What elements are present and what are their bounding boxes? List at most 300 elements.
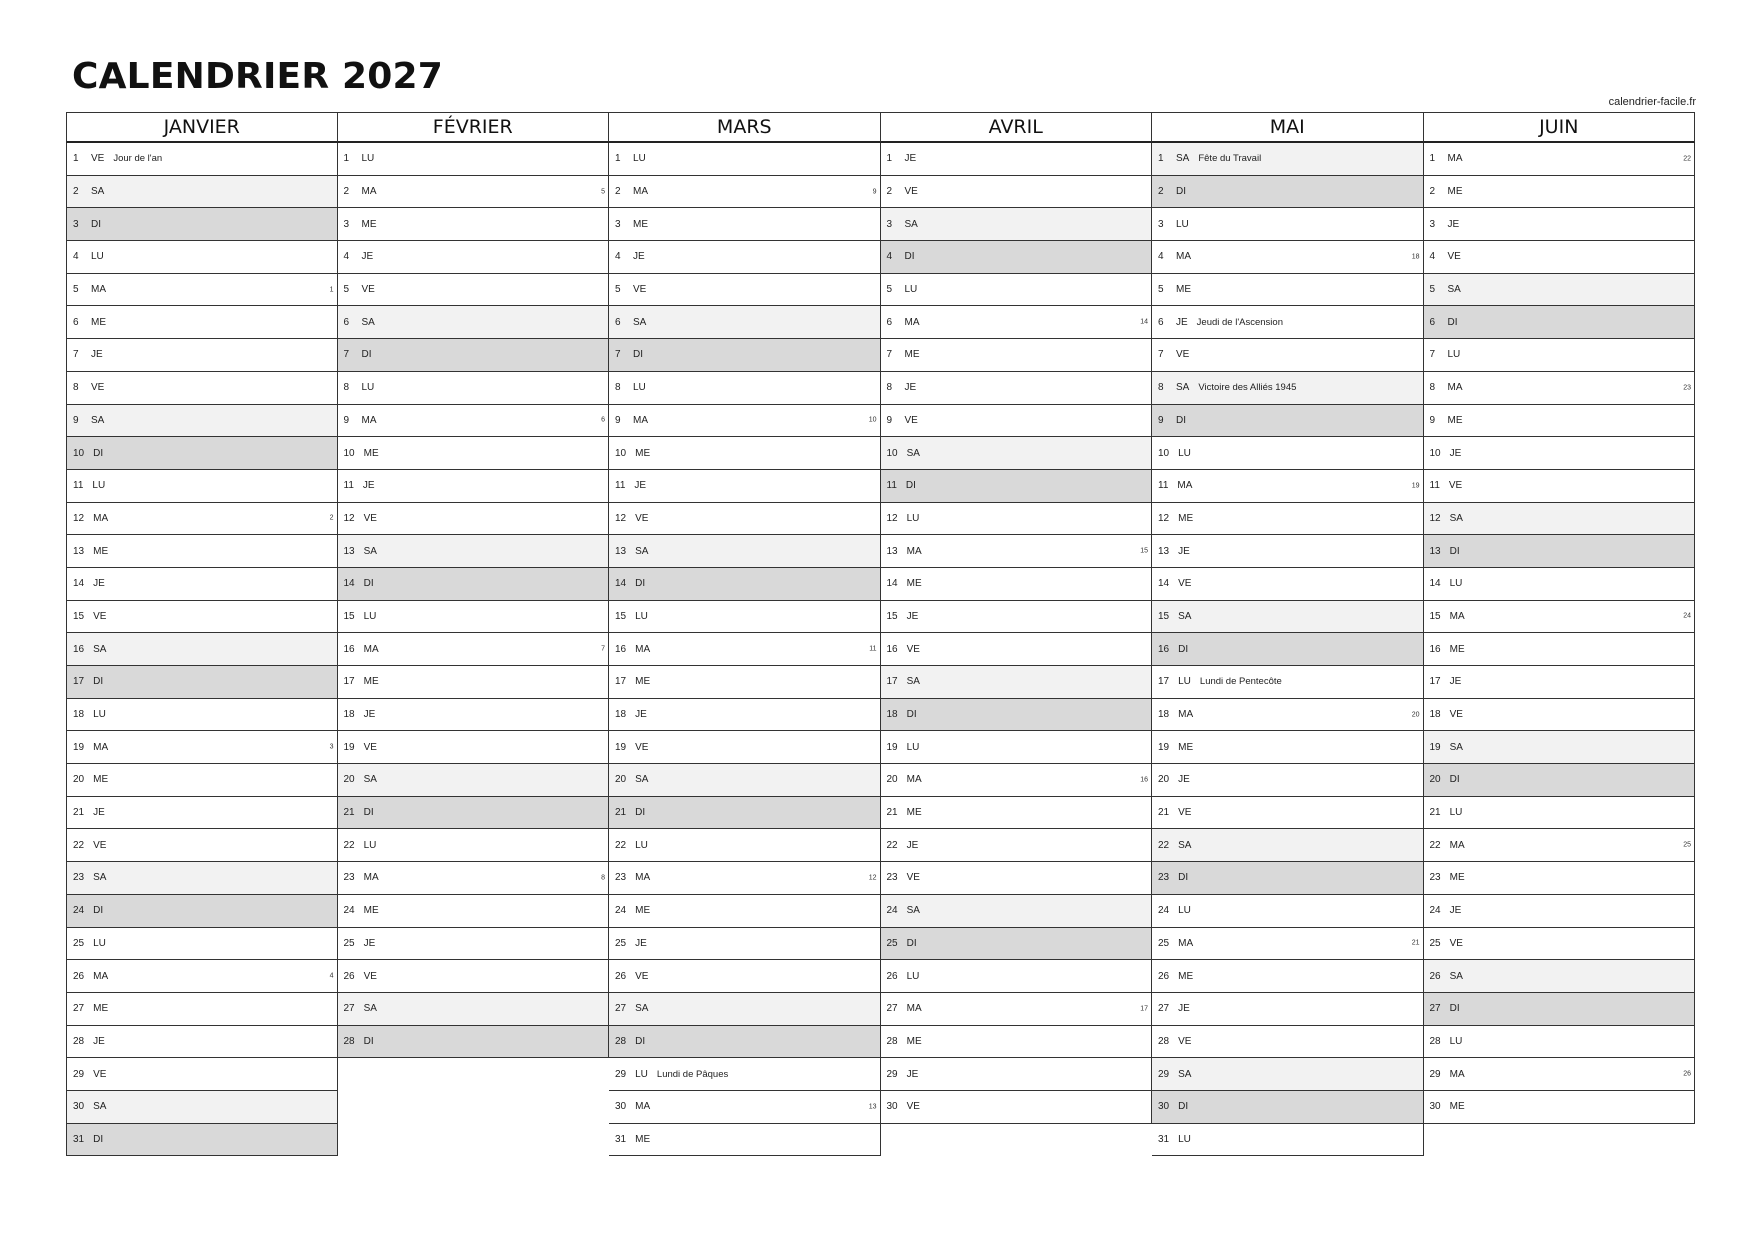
day-row[interactable] bbox=[66, 503, 338, 536]
day-row[interactable] bbox=[609, 437, 881, 470]
day-number: 31 bbox=[1158, 1133, 1170, 1145]
day-row[interactable] bbox=[1424, 1091, 1696, 1124]
day-number: 16 bbox=[73, 643, 85, 655]
month-header: AVRIL bbox=[881, 112, 1153, 143]
day-row[interactable] bbox=[1152, 372, 1424, 405]
day-row[interactable] bbox=[1152, 1124, 1424, 1157]
day-row[interactable] bbox=[1424, 1058, 1696, 1091]
day-row[interactable] bbox=[338, 960, 610, 993]
day-row[interactable] bbox=[609, 764, 881, 797]
day-row[interactable] bbox=[881, 274, 1153, 307]
day-row[interactable] bbox=[338, 405, 610, 438]
day-number: 26 bbox=[73, 970, 85, 982]
day-row[interactable] bbox=[1424, 601, 1696, 634]
weekday-abbr: MA bbox=[1447, 382, 1463, 394]
day-row[interactable] bbox=[338, 797, 610, 830]
day-row[interactable] bbox=[881, 339, 1153, 372]
day-row[interactable] bbox=[338, 372, 610, 405]
weekday-abbr: DI bbox=[363, 1035, 374, 1047]
day-row[interactable] bbox=[338, 895, 610, 928]
weekday-abbr: SA bbox=[1176, 382, 1190, 394]
day-row[interactable] bbox=[66, 1091, 338, 1124]
day-row[interactable] bbox=[881, 633, 1153, 666]
day-row[interactable] bbox=[1424, 1026, 1696, 1059]
day-number: 4 bbox=[73, 251, 79, 263]
day-row[interactable] bbox=[338, 731, 610, 764]
day-row[interactable] bbox=[1424, 666, 1696, 699]
day-row[interactable] bbox=[1152, 633, 1424, 666]
day-number: 18 bbox=[1429, 709, 1441, 721]
day-number: 28 bbox=[1158, 1035, 1170, 1047]
day-row[interactable] bbox=[66, 176, 338, 209]
day-number: 9 bbox=[886, 414, 893, 426]
day-row[interactable] bbox=[1152, 568, 1424, 601]
day-number: 14 bbox=[1429, 578, 1441, 590]
day-row[interactable] bbox=[1152, 405, 1424, 438]
weekday-abbr: ME bbox=[635, 676, 651, 688]
day-number: 21 bbox=[886, 807, 898, 819]
day-row[interactable] bbox=[1152, 437, 1424, 470]
day-number: 22 bbox=[1429, 839, 1441, 851]
day-row[interactable] bbox=[1152, 895, 1424, 928]
day-row[interactable] bbox=[1424, 535, 1696, 568]
day-number: 8 bbox=[1158, 382, 1164, 394]
day-row[interactable] bbox=[881, 1058, 1153, 1091]
day-row[interactable] bbox=[1152, 470, 1424, 503]
day-number: 28 bbox=[886, 1035, 898, 1047]
weekday-abbr: LU bbox=[906, 970, 920, 982]
day-row[interactable] bbox=[1152, 797, 1424, 830]
weekday-abbr: VE bbox=[904, 414, 918, 426]
day-row[interactable] bbox=[1152, 339, 1424, 372]
day-number: 11 bbox=[615, 480, 626, 492]
weekday-abbr: MA bbox=[91, 284, 106, 296]
month-column bbox=[609, 112, 881, 1156]
weekday-abbr: MA bbox=[93, 741, 109, 753]
weekday-abbr: SA bbox=[363, 1003, 377, 1015]
day-row[interactable] bbox=[1152, 764, 1424, 797]
day-number: 21 bbox=[343, 807, 355, 819]
day-row[interactable] bbox=[881, 764, 1153, 797]
weekday-abbr: MA bbox=[1449, 839, 1465, 851]
day-row[interactable] bbox=[1424, 829, 1696, 862]
week-number: 4 bbox=[329, 972, 334, 980]
day-number: 24 bbox=[343, 905, 355, 917]
weekday-abbr: JE bbox=[93, 578, 105, 590]
week-number: 23 bbox=[1683, 384, 1691, 392]
day-row[interactable] bbox=[338, 601, 610, 634]
weekday-abbr: DI bbox=[1449, 774, 1460, 786]
day-number: 27 bbox=[1158, 1003, 1170, 1015]
day-row[interactable] bbox=[1424, 241, 1696, 274]
weekday-abbr: JE bbox=[1178, 774, 1190, 786]
day-row[interactable] bbox=[66, 306, 338, 339]
day-number: 6 bbox=[886, 316, 893, 328]
day-number: 23 bbox=[1158, 872, 1170, 884]
day-row[interactable] bbox=[1424, 339, 1696, 372]
day-number: 11 bbox=[1158, 480, 1169, 492]
day-row[interactable] bbox=[609, 666, 881, 699]
day-number: 8 bbox=[886, 382, 893, 394]
weekday-abbr: LU bbox=[1449, 807, 1463, 819]
weekday-abbr: SA bbox=[1449, 970, 1463, 982]
day-row[interactable] bbox=[609, 797, 881, 830]
day-row[interactable] bbox=[66, 1058, 338, 1091]
weekday-abbr: MA bbox=[93, 512, 109, 524]
day-row[interactable] bbox=[1424, 306, 1696, 339]
day-row[interactable] bbox=[338, 764, 610, 797]
day-row[interactable] bbox=[338, 274, 610, 307]
day-row[interactable] bbox=[338, 339, 610, 372]
day-number: 4 bbox=[1158, 251, 1164, 263]
day-row[interactable] bbox=[66, 1124, 338, 1157]
day-row[interactable] bbox=[881, 568, 1153, 601]
day-row[interactable] bbox=[881, 306, 1153, 339]
day-number: 6 bbox=[615, 316, 621, 328]
day-row[interactable] bbox=[66, 437, 338, 470]
day-row[interactable] bbox=[609, 535, 881, 568]
day-row[interactable] bbox=[338, 862, 610, 895]
day-row[interactable] bbox=[881, 993, 1153, 1026]
weekday-abbr: ME bbox=[635, 447, 651, 459]
day-row[interactable] bbox=[609, 208, 881, 241]
day-row[interactable] bbox=[66, 633, 338, 666]
weekday-abbr: VE bbox=[906, 643, 920, 655]
day-row[interactable] bbox=[609, 601, 881, 634]
day-number: 12 bbox=[886, 512, 898, 524]
day-row[interactable] bbox=[1152, 1091, 1424, 1124]
day-row[interactable] bbox=[1424, 960, 1696, 993]
day-row[interactable] bbox=[609, 274, 881, 307]
day-row[interactable] bbox=[881, 1026, 1153, 1059]
day-row[interactable] bbox=[1424, 405, 1696, 438]
week-number: 22 bbox=[1683, 155, 1691, 163]
day-row[interactable] bbox=[609, 1124, 881, 1157]
day-row[interactable] bbox=[1152, 731, 1424, 764]
weekday-abbr: JE bbox=[904, 382, 917, 394]
day-row[interactable] bbox=[338, 470, 610, 503]
day-number: 18 bbox=[343, 709, 355, 721]
day-row[interactable] bbox=[881, 208, 1153, 241]
weekday-abbr: SA bbox=[635, 774, 649, 786]
weekday-abbr: VE bbox=[906, 1101, 920, 1113]
day-number: 25 bbox=[1429, 937, 1441, 949]
day-row[interactable] bbox=[338, 633, 610, 666]
day-row[interactable] bbox=[609, 895, 881, 928]
day-number: 26 bbox=[615, 970, 627, 982]
day-row[interactable] bbox=[1424, 731, 1696, 764]
day-row[interactable] bbox=[609, 731, 881, 764]
day-row[interactable] bbox=[881, 176, 1153, 209]
holiday-label: Jeudi de l'Ascension bbox=[1196, 316, 1283, 328]
weekday-abbr: SA bbox=[1447, 284, 1461, 296]
day-number: 9 bbox=[73, 414, 79, 426]
day-row[interactable] bbox=[1152, 1058, 1424, 1091]
weekday-abbr: DI bbox=[906, 937, 917, 949]
day-row[interactable] bbox=[66, 470, 338, 503]
day-row[interactable] bbox=[338, 176, 610, 209]
day-row[interactable] bbox=[1152, 241, 1424, 274]
day-row[interactable] bbox=[1424, 699, 1696, 732]
weekday-abbr: SA bbox=[1449, 741, 1463, 753]
day-row[interactable] bbox=[338, 829, 610, 862]
day-number: 4 bbox=[343, 251, 350, 263]
day-number: 18 bbox=[886, 709, 898, 721]
weekday-abbr: ME bbox=[1447, 186, 1463, 198]
day-row[interactable] bbox=[881, 241, 1153, 274]
week-number: 16 bbox=[1140, 776, 1148, 784]
day-number: 5 bbox=[73, 284, 79, 296]
day-row[interactable] bbox=[338, 1026, 610, 1059]
day-row[interactable] bbox=[1152, 306, 1424, 339]
day-row[interactable] bbox=[338, 535, 610, 568]
day-number: 2 bbox=[615, 186, 621, 198]
day-row[interactable] bbox=[1152, 503, 1424, 536]
weekday-abbr: VE bbox=[363, 741, 377, 753]
weekday-abbr: DI bbox=[363, 807, 374, 819]
day-row[interactable] bbox=[881, 699, 1153, 732]
weekday-abbr: LU bbox=[1176, 218, 1189, 230]
day-row[interactable] bbox=[881, 503, 1153, 536]
day-row[interactable] bbox=[609, 470, 881, 503]
day-row[interactable] bbox=[1424, 568, 1696, 601]
day-number: 28 bbox=[615, 1035, 627, 1047]
day-row[interactable] bbox=[609, 339, 881, 372]
day-row[interactable] bbox=[1424, 208, 1696, 241]
day-row[interactable] bbox=[1152, 666, 1424, 699]
site-credit: calendrier-facile.fr bbox=[1608, 96, 1696, 108]
day-row[interactable] bbox=[1424, 633, 1696, 666]
day-row[interactable] bbox=[609, 568, 881, 601]
day-row[interactable] bbox=[66, 274, 338, 307]
day-row[interactable] bbox=[1424, 503, 1696, 536]
day-row[interactable] bbox=[1152, 274, 1424, 307]
day-row[interactable] bbox=[1424, 928, 1696, 961]
day-row[interactable] bbox=[1424, 764, 1696, 797]
day-row[interactable] bbox=[1152, 960, 1424, 993]
day-row[interactable] bbox=[881, 862, 1153, 895]
day-row[interactable] bbox=[881, 470, 1153, 503]
day-row[interactable] bbox=[66, 535, 338, 568]
day-row[interactable] bbox=[66, 764, 338, 797]
day-row[interactable] bbox=[1152, 928, 1424, 961]
day-row[interactable] bbox=[66, 993, 338, 1026]
day-number: 27 bbox=[1429, 1003, 1441, 1015]
day-row[interactable] bbox=[881, 372, 1153, 405]
weekday-abbr: SA bbox=[635, 1003, 649, 1015]
day-row[interactable] bbox=[1424, 176, 1696, 209]
day-row[interactable] bbox=[66, 405, 338, 438]
day-row[interactable] bbox=[609, 928, 881, 961]
weekday-abbr: MA bbox=[1177, 480, 1193, 492]
day-row[interactable] bbox=[609, 503, 881, 536]
day-row[interactable] bbox=[338, 928, 610, 961]
weekday-abbr: ME bbox=[635, 1133, 651, 1145]
weekday-abbr: DI bbox=[1176, 414, 1186, 426]
day-row[interactable] bbox=[66, 829, 338, 862]
day-row[interactable] bbox=[609, 829, 881, 862]
day-row[interactable] bbox=[338, 993, 610, 1026]
day-row[interactable] bbox=[338, 699, 610, 732]
day-row[interactable] bbox=[1152, 208, 1424, 241]
day-row[interactable] bbox=[338, 241, 610, 274]
day-row[interactable] bbox=[338, 143, 610, 176]
day-row[interactable] bbox=[609, 241, 881, 274]
day-row[interactable] bbox=[66, 699, 338, 732]
day-row[interactable] bbox=[609, 372, 881, 405]
weekday-abbr: LU bbox=[633, 382, 646, 394]
day-number: 10 bbox=[615, 447, 627, 459]
day-row[interactable] bbox=[1424, 437, 1696, 470]
day-row[interactable] bbox=[609, 1026, 881, 1059]
day-number: 2 bbox=[1158, 186, 1164, 198]
weekday-abbr: JE bbox=[1178, 545, 1190, 557]
weekday-abbr: LU bbox=[1178, 1133, 1191, 1145]
day-number: 2 bbox=[886, 186, 893, 198]
day-row[interactable] bbox=[881, 437, 1153, 470]
day-number: 25 bbox=[73, 937, 85, 949]
day-number: 19 bbox=[73, 741, 85, 753]
day-number: 14 bbox=[1158, 578, 1170, 590]
week-number: 19 bbox=[1411, 482, 1420, 490]
day-row[interactable] bbox=[881, 535, 1153, 568]
day-number: 13 bbox=[886, 545, 898, 557]
day-row[interactable] bbox=[66, 1026, 338, 1059]
day-row[interactable] bbox=[338, 437, 610, 470]
day-row[interactable] bbox=[1152, 176, 1424, 209]
day-row[interactable] bbox=[1424, 797, 1696, 830]
day-row[interactable] bbox=[881, 405, 1153, 438]
day-row[interactable] bbox=[1152, 535, 1424, 568]
day-row[interactable] bbox=[1152, 601, 1424, 634]
weekday-abbr: MA bbox=[635, 1101, 651, 1113]
day-row[interactable] bbox=[881, 601, 1153, 634]
day-number: 16 bbox=[886, 643, 898, 655]
day-row[interactable] bbox=[66, 862, 338, 895]
day-row[interactable] bbox=[338, 306, 610, 339]
day-number: 1 bbox=[1429, 153, 1436, 165]
weekday-abbr: LU bbox=[93, 709, 106, 721]
day-row[interactable] bbox=[881, 666, 1153, 699]
weekday-abbr: DI bbox=[1447, 316, 1458, 328]
weekday-abbr: DI bbox=[1178, 643, 1189, 655]
day-row[interactable] bbox=[66, 339, 338, 372]
day-row[interactable] bbox=[609, 1091, 881, 1124]
weekday-abbr: LU bbox=[91, 251, 104, 263]
day-row[interactable] bbox=[1152, 993, 1424, 1026]
day-row[interactable] bbox=[881, 797, 1153, 830]
day-row[interactable] bbox=[338, 208, 610, 241]
day-row[interactable] bbox=[338, 666, 610, 699]
weekday-abbr: VE bbox=[1449, 937, 1463, 949]
day-row[interactable] bbox=[66, 372, 338, 405]
day-number: 31 bbox=[615, 1133, 627, 1145]
day-number: 28 bbox=[343, 1035, 355, 1047]
day-number: 5 bbox=[1158, 284, 1164, 296]
day-row[interactable] bbox=[881, 960, 1153, 993]
day-row[interactable] bbox=[881, 928, 1153, 961]
day-row[interactable] bbox=[609, 1058, 881, 1091]
day-number: 1 bbox=[343, 153, 350, 165]
day-row[interactable] bbox=[1424, 993, 1696, 1026]
day-row[interactable] bbox=[609, 699, 881, 732]
weekday-abbr: JE bbox=[363, 937, 376, 949]
day-row[interactable] bbox=[66, 601, 338, 634]
day-row[interactable] bbox=[609, 993, 881, 1026]
weekday-abbr: LU bbox=[93, 937, 106, 949]
day-row[interactable] bbox=[881, 829, 1153, 862]
weekday-abbr: VE bbox=[1447, 251, 1461, 263]
day-row[interactable] bbox=[1424, 895, 1696, 928]
day-number: 22 bbox=[886, 839, 898, 851]
day-row[interactable] bbox=[609, 960, 881, 993]
day-row[interactable] bbox=[66, 208, 338, 241]
day-row[interactable] bbox=[1152, 699, 1424, 732]
weekday-abbr: VE bbox=[1449, 709, 1463, 721]
day-row[interactable] bbox=[1152, 862, 1424, 895]
day-row[interactable] bbox=[1152, 1026, 1424, 1059]
day-row[interactable] bbox=[881, 731, 1153, 764]
day-number: 5 bbox=[886, 284, 893, 296]
day-row[interactable] bbox=[881, 143, 1153, 176]
day-row[interactable] bbox=[66, 568, 338, 601]
day-row[interactable] bbox=[66, 928, 338, 961]
day-row[interactable] bbox=[1152, 829, 1424, 862]
day-row[interactable] bbox=[66, 666, 338, 699]
day-row[interactable] bbox=[609, 405, 881, 438]
day-row[interactable] bbox=[1424, 372, 1696, 405]
weekday-abbr: MA bbox=[1449, 1068, 1465, 1080]
week-number: 10 bbox=[868, 416, 877, 424]
day-number: 28 bbox=[73, 1035, 85, 1047]
day-row[interactable] bbox=[881, 895, 1153, 928]
day-row[interactable] bbox=[66, 241, 338, 274]
day-row[interactable] bbox=[66, 895, 338, 928]
weekday-abbr: ME bbox=[363, 905, 379, 917]
day-row[interactable] bbox=[338, 503, 610, 536]
day-row[interactable] bbox=[66, 731, 338, 764]
day-row[interactable] bbox=[609, 633, 881, 666]
weekday-abbr: ME bbox=[906, 578, 922, 590]
day-row[interactable] bbox=[1424, 274, 1696, 307]
weekday-abbr: DI bbox=[633, 349, 643, 361]
weekday-abbr: DI bbox=[361, 349, 372, 361]
day-row[interactable] bbox=[1424, 862, 1696, 895]
day-row[interactable] bbox=[338, 568, 610, 601]
day-row[interactable] bbox=[66, 143, 338, 176]
day-number: 25 bbox=[1158, 937, 1170, 949]
weekday-abbr: DI bbox=[93, 1133, 104, 1145]
day-number: 27 bbox=[343, 1003, 355, 1015]
day-row[interactable] bbox=[66, 960, 338, 993]
day-row[interactable] bbox=[609, 176, 881, 209]
weekday-abbr: SA bbox=[93, 643, 107, 655]
day-row[interactable] bbox=[609, 306, 881, 339]
day-number: 5 bbox=[343, 284, 350, 296]
weekday-abbr: ME bbox=[363, 447, 379, 459]
day-row[interactable] bbox=[881, 1091, 1153, 1124]
day-row[interactable] bbox=[1424, 143, 1696, 176]
day-row[interactable] bbox=[609, 862, 881, 895]
day-row[interactable] bbox=[66, 797, 338, 830]
day-row[interactable] bbox=[1424, 470, 1696, 503]
day-number: 30 bbox=[615, 1101, 627, 1113]
weekday-abbr: SA bbox=[904, 218, 918, 230]
weekday-abbr: SA bbox=[361, 316, 375, 328]
weekday-abbr: JE bbox=[361, 251, 374, 263]
day-row[interactable] bbox=[1152, 143, 1424, 176]
day-row[interactable] bbox=[609, 143, 881, 176]
